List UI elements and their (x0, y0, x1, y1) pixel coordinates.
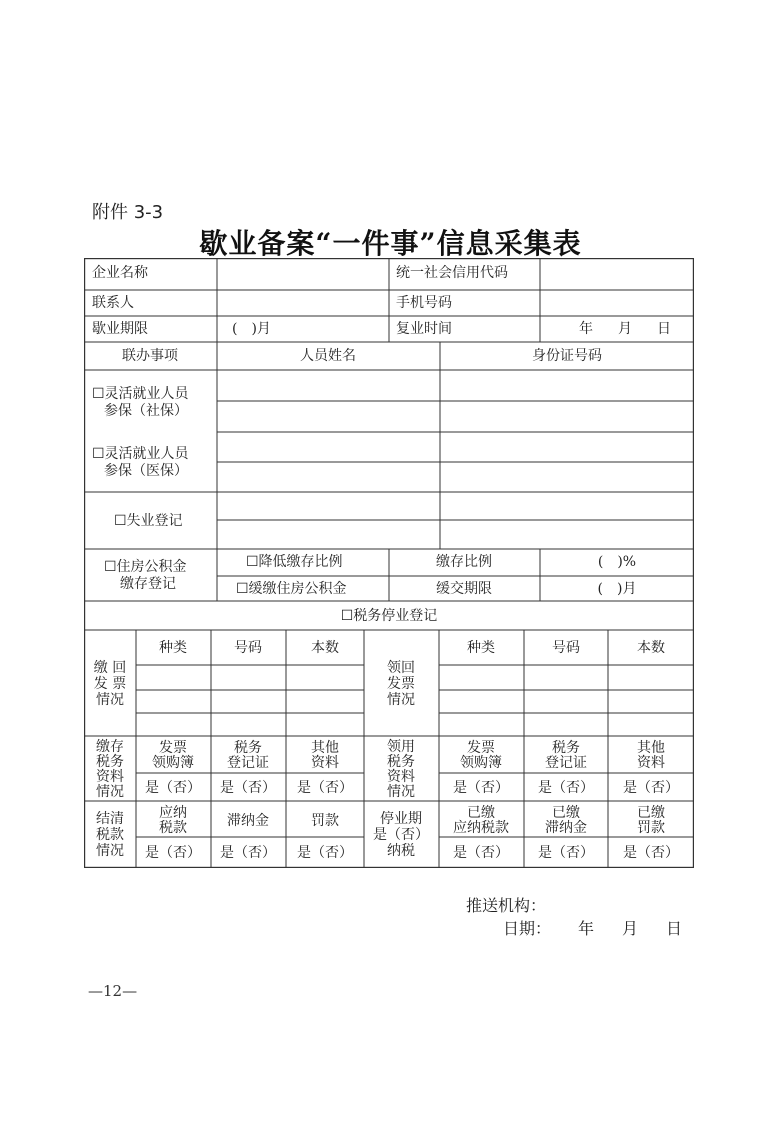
tax-suspension-checkbox[interactable]: ☐税务停业登记 (340, 608, 438, 624)
other-docs-right-2: 资料 (637, 755, 665, 771)
closure-period-value: ( )月 (232, 321, 271, 337)
contact-label: 联系人 (92, 295, 134, 311)
yes-no-invoice-book-right: 是（否） (453, 780, 509, 796)
housing-fund-label: 缴存登记 (120, 576, 176, 592)
paid-tax-label-2: 应纳税款 (453, 820, 509, 836)
received-invoice-label-2: 发票 (387, 676, 415, 692)
tax-payable-label-1: 应纳 (159, 805, 187, 821)
paid-late-label-1: 已缴 (552, 805, 580, 821)
col-type-right: 种类 (467, 640, 495, 656)
settle-label-1: 结清 (96, 811, 124, 827)
stop-period-label-1: 停业期 (380, 811, 422, 827)
push-org-label: 推送机构： (466, 896, 547, 915)
resume-month: 月 (618, 321, 632, 337)
date-month: 月 (622, 919, 639, 938)
received-invoice-label-1: 领回 (387, 660, 415, 676)
credit-code-label: 统一社会信用代码 (396, 265, 508, 281)
col-number-left: 号码 (234, 640, 262, 656)
received-docs-label-1: 领用 (387, 739, 415, 755)
paid-tax-label-1: 已缴 (467, 805, 495, 821)
social-insurance-label: 参保（社保） (104, 403, 188, 419)
defer-period-value: ( )月 (597, 581, 637, 597)
fine-label: 罚款 (311, 813, 339, 829)
paid-fine-label-1: 已缴 (637, 805, 665, 821)
phone-label: 手机号码 (396, 295, 452, 311)
received-docs-label-3: 资料 (387, 769, 415, 785)
medical-insurance-label: 参保（医保） (104, 463, 188, 479)
received-docs-label-2: 税务 (387, 754, 415, 770)
yes-no-paid-late: 是（否） (538, 845, 594, 861)
info-collection-form (84, 258, 694, 868)
invoice-book-right-2: 领购簿 (460, 755, 502, 771)
tax-payable-label-2: 税款 (159, 820, 187, 836)
deposit-docs-label-4: 情况 (96, 784, 124, 800)
unemployment-checkbox[interactable]: ☐失业登记 (114, 513, 183, 529)
deposit-docs-label-3: 资料 (96, 769, 124, 785)
date-label: 日期： (503, 919, 552, 938)
ratio-label: 缴存比例 (436, 554, 492, 570)
invoice-book-right-1: 发票 (467, 740, 495, 756)
yes-no-tax-cert-right: 是（否） (538, 780, 594, 796)
col-count-left: 本数 (311, 640, 339, 656)
late-fee-label: 滞纳金 (227, 813, 269, 829)
invoice-book-left-2: 领购簿 (152, 755, 194, 771)
return-invoice-label-3: 情况 (96, 692, 124, 708)
reduce-ratio-checkbox[interactable]: ☐降低缴存比例 (246, 554, 343, 570)
header-item: 联办事项 (122, 348, 178, 364)
page-number: —12— (88, 982, 138, 1000)
company-name-label: 企业名称 (92, 265, 148, 281)
paid-fine-label-2: 罚款 (637, 820, 665, 836)
housing-fund-checkbox[interactable]: ☐住房公积金 (104, 559, 187, 575)
return-invoice-label-2: 发 票 (93, 676, 127, 692)
paid-late-label-2: 滞纳金 (545, 820, 587, 836)
yes-no-tax-cert-left: 是（否） (220, 780, 276, 796)
tax-cert-right-1: 税务 (552, 740, 580, 756)
received-docs-label-4: 情况 (387, 784, 415, 800)
closure-period-label: 歇业期限 (92, 321, 148, 337)
date-year: 年 (578, 919, 595, 938)
yes-no-fine: 是（否） (297, 845, 353, 861)
settle-label-3: 情况 (96, 843, 124, 859)
resume-year: 年 (579, 321, 593, 337)
other-docs-left-2: 资料 (311, 755, 339, 771)
col-count-right: 本数 (637, 640, 665, 656)
social-insurance-checkbox[interactable]: ☐灵活就业人员 (92, 386, 189, 402)
stop-period-label-3: 纳税 (387, 843, 415, 859)
form-title: 歇业备案“一件事”信息采集表 (199, 227, 582, 260)
yes-no-paid-fine: 是（否） (623, 845, 679, 861)
tax-cert-left-2: 登记证 (227, 755, 269, 771)
yes-no-other-docs-right: 是（否） (623, 780, 679, 796)
tax-cert-left-1: 税务 (234, 740, 262, 756)
col-type-left: 种类 (159, 640, 187, 656)
yes-no-invoice-book-left: 是（否） (145, 780, 201, 796)
yes-no-tax-payable: 是（否） (145, 845, 201, 861)
header-id: 身份证号码 (532, 348, 602, 364)
resume-day: 日 (657, 321, 671, 337)
stop-period-label-2: 是（否） (373, 827, 429, 843)
resume-time-label: 复业时间 (396, 321, 452, 337)
other-docs-left-1: 其他 (311, 740, 339, 756)
ratio-value: ( )% (597, 554, 637, 570)
settle-label-2: 税款 (96, 827, 124, 843)
attachment-label: 附件 3-3 (92, 202, 164, 223)
invoice-book-left-1: 发票 (159, 740, 187, 756)
return-invoice-label-1: 缴 回 (93, 660, 127, 676)
defer-payment-checkbox[interactable]: ☐缓缴住房公积金 (236, 581, 347, 597)
col-number-right: 号码 (552, 640, 580, 656)
medical-insurance-checkbox[interactable]: ☐灵活就业人员 (92, 446, 189, 462)
deposit-docs-label-2: 税务 (96, 754, 124, 770)
defer-period-label: 缓交期限 (436, 581, 492, 597)
other-docs-right-1: 其他 (637, 740, 665, 756)
yes-no-late-fee: 是（否） (220, 845, 276, 861)
tax-cert-right-2: 登记证 (545, 755, 587, 771)
deposit-docs-label-1: 缴存 (96, 739, 124, 755)
header-name: 人员姓名 (300, 348, 356, 364)
yes-no-other-docs-left: 是（否） (297, 780, 353, 796)
received-invoice-label-3: 情况 (387, 692, 415, 708)
date-day: 日 (666, 919, 683, 938)
yes-no-paid-tax: 是（否） (453, 845, 509, 861)
